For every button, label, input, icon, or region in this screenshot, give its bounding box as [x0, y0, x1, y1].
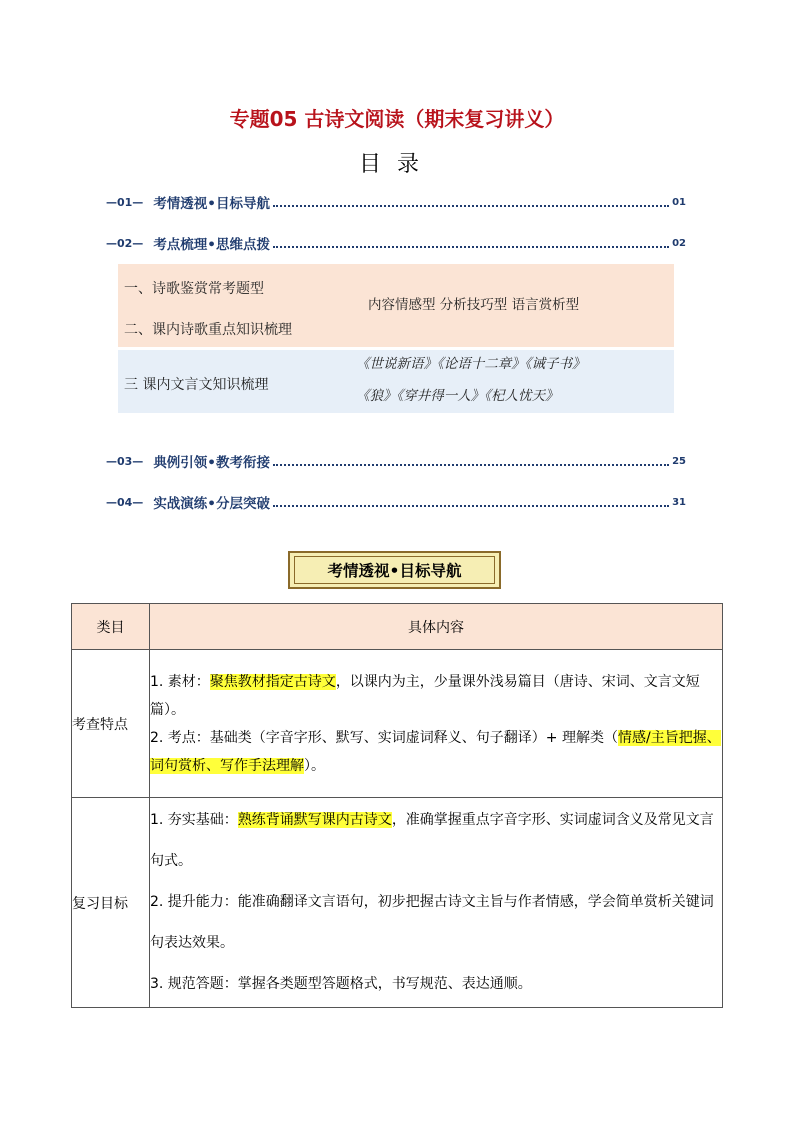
section-banner [288, 551, 501, 589]
content-paragraph [150, 800, 722, 882]
subsection-item-3[interactable]: 三 课内文言文知识梳理 [124, 377, 269, 393]
table-row [72, 650, 723, 798]
text-span: 1. 夯实基础： [150, 812, 238, 828]
toc-leader-dots [273, 464, 669, 466]
section-banner-title: 考情透视•目标导航 [327, 562, 462, 580]
toc-leader-dots [273, 205, 669, 207]
toc-entry-title: 实战演练•分层突破 [153, 496, 270, 512]
table-header-row [72, 604, 723, 650]
toc-entry-title: 典例引领•教考衔接 [153, 455, 270, 471]
text-span: ，以课内为主，少量课外浅易篇目（唐诗、宋词、文言文短篇）。 [150, 673, 700, 718]
row-content-review-goals [150, 798, 723, 1008]
toc-entry-page: 02 [672, 237, 686, 249]
subsection-item-3-texts-line2: 《狼》《穿井得一人》《杞人忧天》 [356, 388, 559, 404]
content-paragraph: 3. 规范答题：掌握各类题型答题格式，书写规范、表达通顺。 [150, 976, 532, 992]
content-paragraph: 2. 提升能力：能准确翻译文言语句，初步把握古诗文主旨与作者情感，学会简单赏析关键词句表达效果。 [150, 894, 714, 951]
table-row [72, 798, 723, 1008]
row-content-exam-features [150, 650, 723, 798]
document-title: 专题05 古诗文阅读（期末复习讲义） [229, 107, 565, 131]
toc-entry-3[interactable] [106, 451, 686, 471]
subsection-item-detail: 内容情感型 分析技巧型 语言赏析型 [368, 297, 580, 313]
table-header-content: 具体内容 [150, 604, 723, 650]
toc-entry-title: 考情透视•目标导航 [153, 196, 270, 212]
table-header-category: 类目 [72, 604, 150, 650]
toc-entry-page: 31 [672, 496, 686, 508]
toc-entry-2[interactable] [106, 233, 686, 253]
toc-leader-dots [273, 246, 669, 248]
subsection-item-2[interactable]: 二、课内诗歌重点知识梳理 [124, 322, 292, 338]
toc-leader-dots [273, 505, 669, 507]
toc-entry-1[interactable] [106, 192, 686, 212]
toc-entry-number: —02— [106, 236, 144, 250]
toc-entry-number: —04— [106, 495, 144, 509]
toc-entry-page: 01 [672, 196, 686, 208]
text-span: ）。 [304, 757, 325, 774]
content-paragraph [150, 668, 722, 724]
highlighted-text: 情感/主旨把握、词句赏析、写作手法理解 [150, 729, 721, 774]
overview-table [71, 603, 723, 1008]
highlighted-text: 聚焦教材指定古诗文 [209, 673, 336, 690]
subsection-item-1[interactable]: 一、诗歌鉴赏常考题型 [124, 281, 264, 297]
subsection-item-3-texts-line1: 《世说新语》《论语十二章》《诫子书》 [356, 356, 586, 372]
text-span: ，准确掌握重点字音字形、实词虚词含义及常见文言句式。 [150, 812, 714, 869]
toc-entry-number: —03— [106, 454, 144, 468]
row-label-review-goals: 复习目标 [72, 798, 150, 1008]
toc-heading: 目录 [358, 152, 435, 177]
toc-entry-number: —01— [106, 195, 144, 209]
toc-entry-page: 25 [672, 455, 686, 467]
content-paragraph [150, 724, 722, 780]
toc-entry-title: 考点梳理•思维点拨 [153, 237, 270, 253]
highlighted-text: 熟练背诵默写课内古诗文 [237, 812, 392, 828]
row-label-exam-features: 考查特点 [72, 650, 150, 798]
text-span: 1. 素材： [150, 673, 210, 690]
text-span: 2. 考点：基础类（字音字形、默写、实词虚词释义、句子翻译）+ 理解类（ [150, 729, 618, 746]
toc-entry-4[interactable] [106, 492, 686, 512]
